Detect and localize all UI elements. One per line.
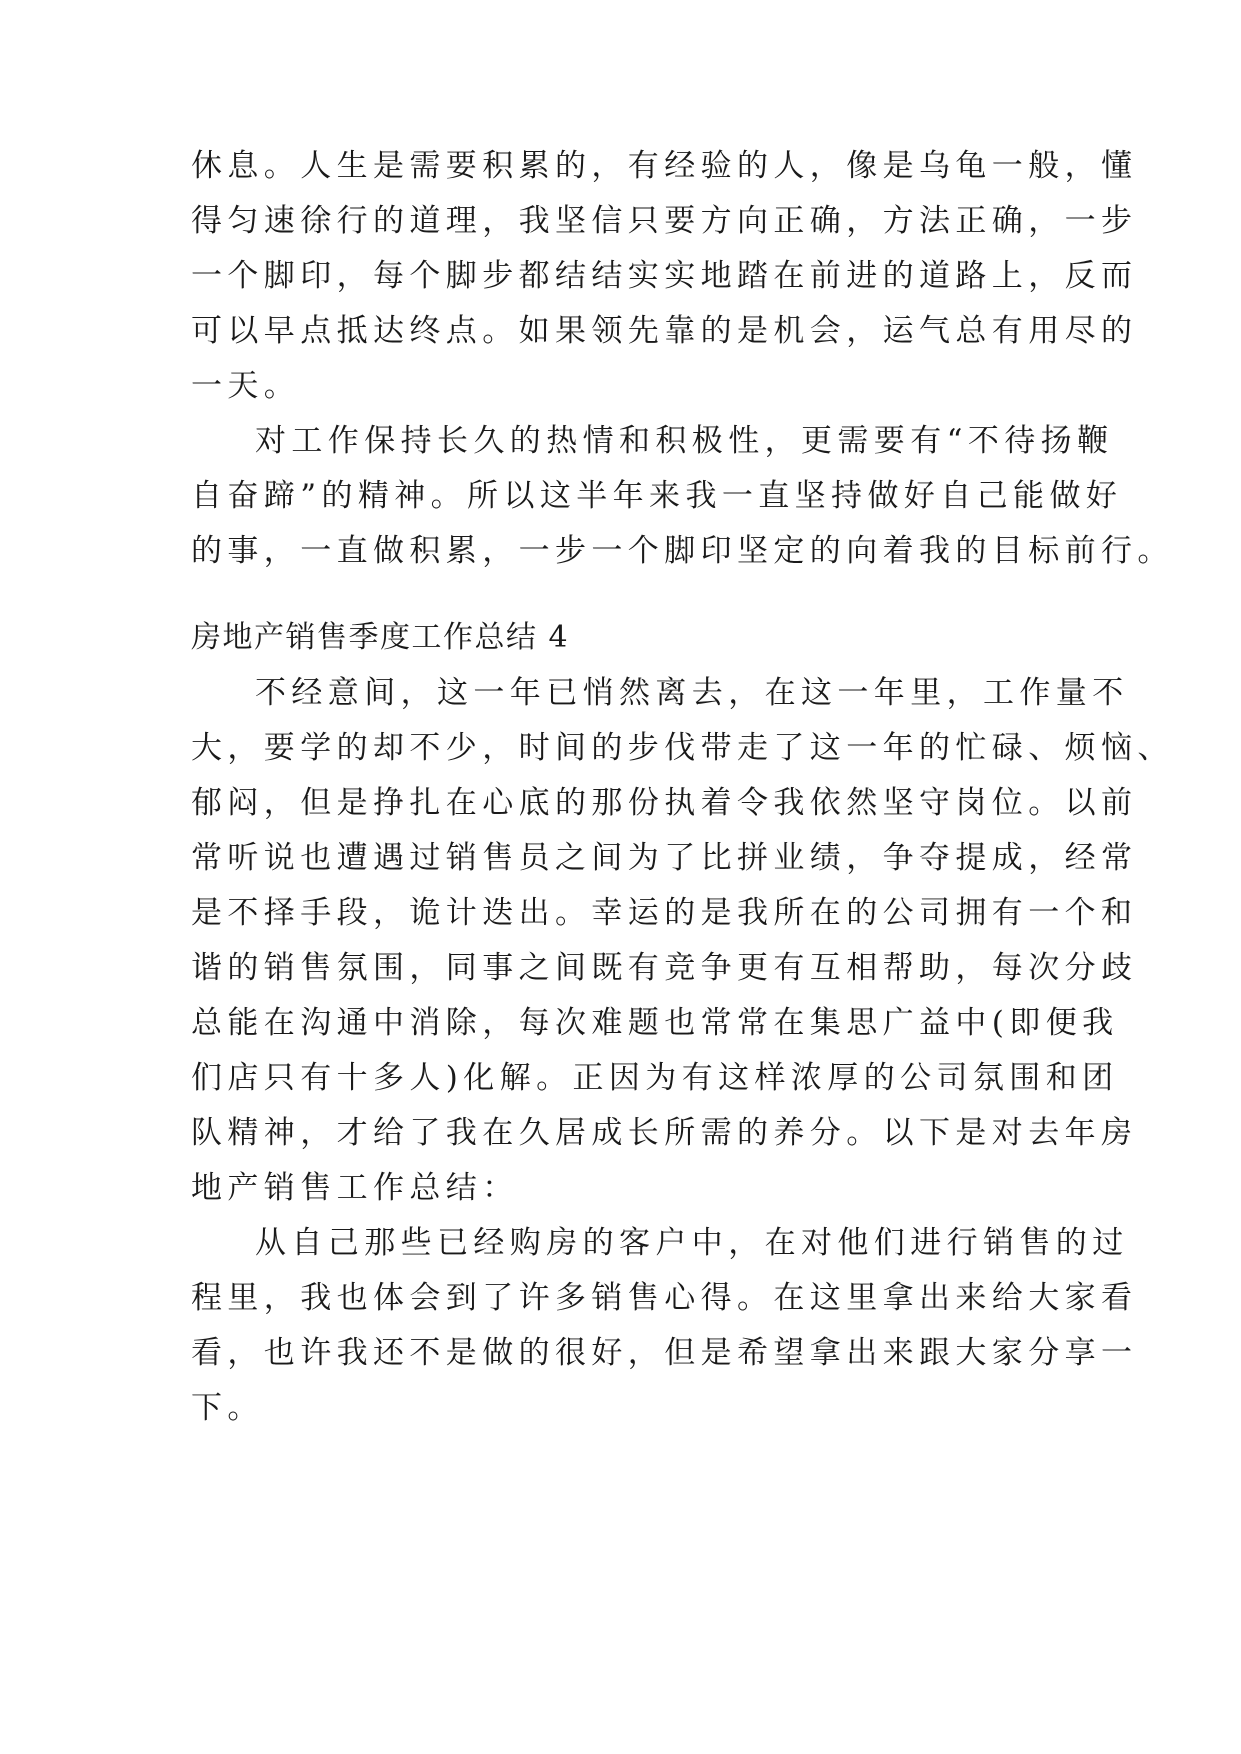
paragraph-line: 大，要学的却不少，时间的步伐带走了这一年的忙碌、烦恼、 [191,730,1174,766]
paragraph-line: 总能在沟通中消除，每次难题也常常在集思广益中(即便我 [191,1005,1119,1041]
paragraph-line: 不经意间，这一年已悄然离去，在这一年里，工作量不 [255,675,1129,711]
paragraph-line: 休息。人生是需要积累的，有经验的人，像是乌龟一般，懂 [191,148,1138,184]
paragraph-line: 得匀速徐行的道理，我坚信只要方向正确，方法正确，一步 [191,203,1138,239]
paragraph-line: 一个脚印，每个脚步都结结实实地踏在前进的道路上，反而 [191,258,1138,294]
paragraph-line: 的事，一直做积累，一步一个脚印坚定的向着我的目标前行。 [191,533,1174,569]
paragraph-line: 下。 [191,1390,264,1426]
paragraph-line: 从自己那些已经购房的客户中，在对他们进行销售的过 [255,1225,1129,1261]
paragraph-line: 地产销售工作总结： [191,1170,519,1206]
paragraph-line: 谐的销售氛围，同事之间既有竞争更有互相帮助，每次分歧 [191,950,1138,986]
paragraph-line: 程里，我也体会到了许多销售心得。在这里拿出来给大家看 [191,1280,1138,1316]
paragraph-line: 郁闷，但是挣扎在心底的那份执着令我依然坚守岗位。以前 [191,785,1138,821]
paragraph-line: 队精神，才给了我在久居成长所需的养分。以下是对去年房 [191,1115,1138,1151]
paragraph-line: 们店只有十多人)化解。正因为有这样浓厚的公司氛围和团 [191,1060,1119,1096]
paragraph-line: 一天。 [191,368,301,404]
paragraph-line: 对工作保持长久的热情和积极性，更需要有“不待扬鞭 [255,423,1114,459]
paragraph-line: 看，也许我还不是做的很好，但是希望拿出来跟大家分享一 [191,1335,1138,1371]
section-title: 房地产销售季度工作总结 4 [191,620,570,655]
paragraph-line: 自奋蹄”的精神。所以这半年来我一直坚持做好自己能做好 [191,478,1123,514]
paragraph-line: 常听说也遭遇过销售员之间为了比拼业绩，争夺提成，经常 [191,840,1138,876]
paragraph-line: 是不择手段，诡计迭出。幸运的是我所在的公司拥有一个和 [191,895,1138,931]
paragraph-line: 可以早点抵达终点。如果领先靠的是机会，运气总有用尽的 [191,313,1138,349]
